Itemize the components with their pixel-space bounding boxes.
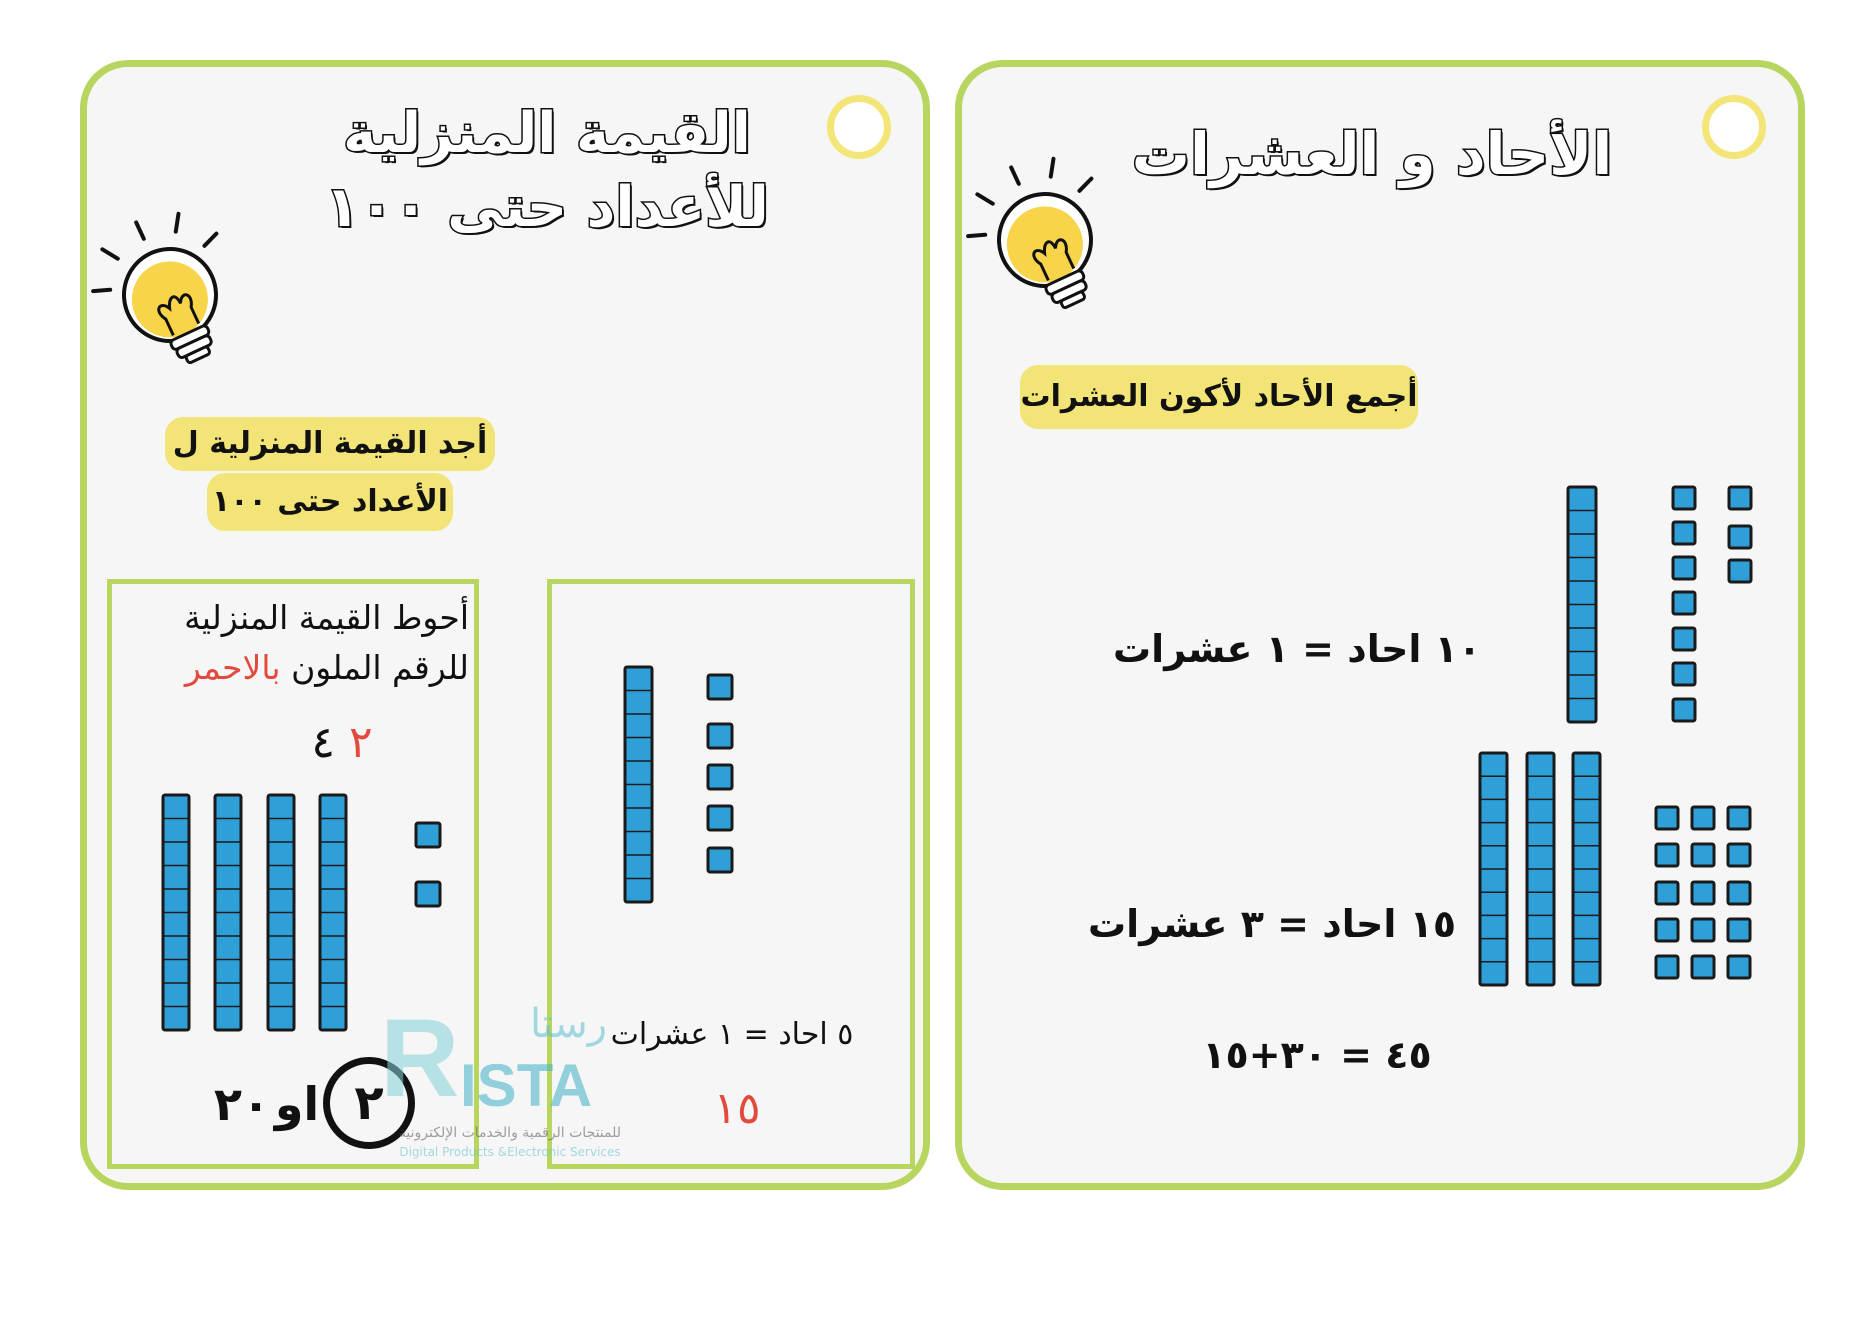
- unit-cube-block: [708, 848, 732, 872]
- unit-cube-block: [1729, 487, 1751, 509]
- unit-cube-block: [708, 806, 732, 830]
- unit-cube-block: [1656, 882, 1678, 904]
- unit-cube-block: [708, 765, 732, 789]
- unit-cube-block: [1673, 557, 1695, 579]
- example-result: ١٥: [713, 1083, 761, 1134]
- unit-cube-block: [708, 724, 732, 748]
- unit-cube-block: [1673, 628, 1695, 650]
- target-black-digit: ٤: [311, 717, 335, 768]
- answer-circled-digit: ٢: [354, 1075, 384, 1131]
- answer-or-word: او: [274, 1077, 320, 1131]
- ten-rod-block: [163, 795, 189, 1030]
- unit-cube-block: [416, 882, 440, 906]
- unit-cube-block: [1673, 663, 1695, 685]
- lightbulb-icon: [75, 194, 262, 387]
- ten-rod-block: [625, 667, 652, 902]
- watermark-tagline-arabic: للمنتجات الرقمية والخدمات الإلكترونية: [398, 1125, 622, 1141]
- ten-rod-block: [1527, 753, 1554, 985]
- unit-cube-block: [1692, 882, 1714, 904]
- unit-cube-block: [1673, 487, 1695, 509]
- ten-rod-block: [1573, 753, 1600, 985]
- unit-cube-block: [1673, 522, 1695, 544]
- ten-rod-block: [215, 795, 241, 1030]
- instruction-highlight: أجمع الأحاد لأكون العشرات: [1020, 365, 1418, 429]
- unit-cube-block: [1656, 807, 1678, 829]
- ten-rod-block: [1480, 753, 1507, 985]
- watermark-brand-latin: ISTA: [460, 1052, 593, 1119]
- watermark-tagline-english: Digital Products &Electronic Services: [399, 1145, 621, 1159]
- unit-cube-block: [1656, 844, 1678, 866]
- task-line2-colored: بالاحمر: [184, 648, 281, 687]
- watermark-r-logo: R: [380, 997, 460, 1120]
- unit-cube-block: [1729, 560, 1751, 582]
- unit-cube-block: [1729, 526, 1751, 548]
- unit-cube-block: [1728, 956, 1750, 978]
- unit-cube-block: [1692, 844, 1714, 866]
- unit-cube-block: [1728, 882, 1750, 904]
- instruction-highlight-2: الأعداد حتى ١٠٠: [207, 473, 453, 531]
- target-red-digit: ٢: [349, 717, 373, 768]
- watermark-brand-arabic: رستا: [530, 1001, 608, 1047]
- base-ten-blocks: [163, 487, 1751, 1030]
- equation-2: ١٥ احاد = ٣ عشرات: [1087, 902, 1457, 946]
- task-line1: أحوط القيمة المنزلية: [184, 598, 469, 637]
- unit-cube-block: [1656, 919, 1678, 941]
- unit-cube-block: [1656, 956, 1678, 978]
- task-line2-prefix: للرقم الملون: [291, 648, 469, 687]
- unit-cube-block: [1692, 919, 1714, 941]
- example-equation: ٥ احاد = ١ عشرات: [610, 1017, 854, 1052]
- lightbulb-icon: [950, 139, 1137, 332]
- equation-1: ١٠ احاد = ١ عشرات: [1112, 627, 1482, 671]
- unit-cube-block: [1692, 807, 1714, 829]
- card-title-line1: القيمة المنزلية: [343, 101, 751, 166]
- answer-option-twenty[interactable]: ٢٠: [213, 1077, 271, 1131]
- equation-3: ٤٥ = ٣٠+١٥: [1202, 1033, 1432, 1077]
- instruction-highlight-1: أجد القيمة المنزلية ل: [165, 417, 495, 471]
- unit-cube-block: [1728, 919, 1750, 941]
- unit-cube-block: [1728, 844, 1750, 866]
- unit-cube-block: [708, 675, 732, 699]
- ten-rod-block: [1568, 487, 1596, 722]
- card-title-line2: للأعداد حتى ١٠٠: [325, 175, 769, 240]
- ten-rod-block: [268, 795, 294, 1030]
- unit-cube-block: [416, 823, 440, 847]
- unit-cube-block: [1673, 699, 1695, 721]
- unit-cube-block: [1692, 956, 1714, 978]
- ten-rod-block: [320, 795, 346, 1030]
- card-title: الأحاد و العشرات: [1131, 120, 1613, 188]
- unit-cube-block: [1673, 592, 1695, 614]
- unit-cube-block: [1728, 807, 1750, 829]
